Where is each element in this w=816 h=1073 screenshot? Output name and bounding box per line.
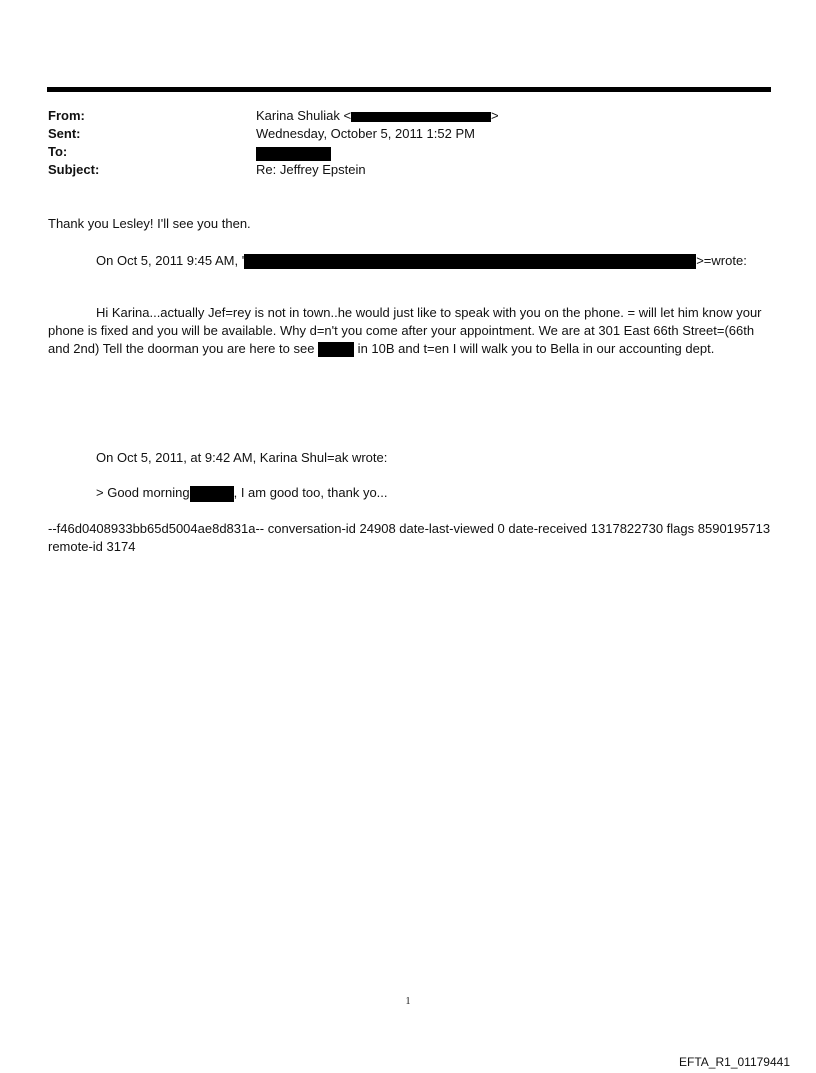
message-metadata: --f46d0408933bb65d5004ae8d831a-- conversation-id 24908 date-last-viewed 0 date-received 1317822730 flags 8590195713 remote-id 3174 (48, 521, 771, 554)
header-rule (47, 87, 771, 92)
reply-line: Thank you Lesley! I'll see you then. (48, 216, 251, 231)
redaction-block (244, 254, 696, 269)
from-name: Karina Shuliak < (256, 108, 352, 123)
from-value (256, 107, 499, 125)
sent-label: Sent: (48, 126, 81, 141)
subject-value: Re: Jeffrey Epstein (256, 162, 366, 177)
quote-header-1-suffix: >=wrote: (696, 253, 747, 268)
bates-number: EFTA_R1_01179441 (679, 1055, 790, 1069)
quoted-paragraph (48, 304, 772, 358)
redaction-block (256, 147, 331, 161)
quote-header-1-prefix: On Oct 5, 2011 9:45 AM, ' (96, 253, 245, 268)
to-value (256, 143, 331, 161)
redaction-block (351, 112, 491, 122)
redaction-block (190, 486, 234, 502)
subject-label: Subject: (48, 162, 100, 177)
sent-value: Wednesday, October 5, 2011 1:52 PM (256, 126, 475, 141)
to-label: To: (48, 144, 68, 159)
page-number: 1 (405, 996, 411, 1007)
from-value-end: > (491, 108, 499, 123)
quote-line-3-prefix: > Good morning (96, 485, 190, 500)
quoted-paragraph-part-2: in 10B and t=en I will walk you to Bella in our accounting dept. (354, 341, 715, 356)
quote-header-2: On Oct 5, 2011, at 9:42 AM, Karina Shul=ak wrote: (96, 450, 388, 465)
quote-line-3 (48, 484, 816, 502)
quote-header-1 (48, 252, 816, 270)
quote-line-3-suffix: , I am good too, thank yo... (233, 485, 388, 500)
from-label: From: (48, 108, 85, 123)
quoted-paragraph-part-1: Hi Karina...actually Jef=rey is not in town..he would just like to speak with you on the phone. = will let him know your phone is fixed and you will be available. Why d=n't you come after your appointment. We are at 301 East 66th Street=(66th and 2nd) Tell the doorman you are here to see (48, 305, 762, 356)
redaction-block (318, 342, 354, 357)
